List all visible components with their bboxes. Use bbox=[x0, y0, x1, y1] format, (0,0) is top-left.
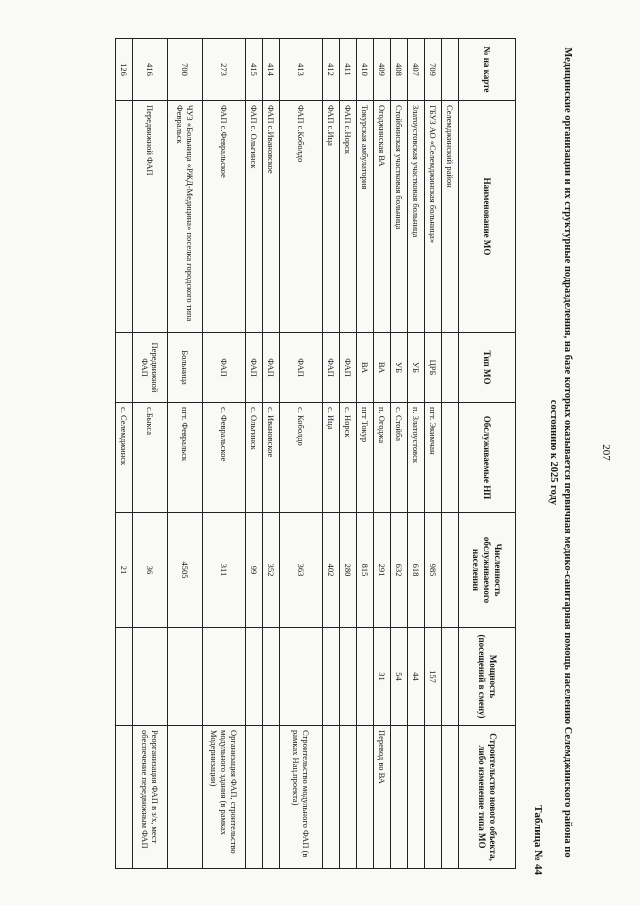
cell-name: Стойбинская участковая больница bbox=[391, 101, 408, 333]
cell-capacity: 157 bbox=[425, 628, 442, 726]
cell-map-no: 407 bbox=[408, 39, 425, 101]
cell-capacity: 44 bbox=[408, 628, 425, 726]
cell-population: 99 bbox=[246, 513, 263, 628]
table-row bbox=[116, 39, 133, 869]
cell-type: ФАП bbox=[203, 333, 246, 403]
cell-type: ФАП bbox=[280, 333, 323, 403]
cell-population: 311 bbox=[203, 513, 246, 628]
cell-population: 402 bbox=[323, 513, 340, 628]
cell-name: ФАП с.Февральское bbox=[203, 101, 246, 333]
cell-population: 618 bbox=[408, 513, 425, 628]
cell-capacity bbox=[357, 628, 374, 726]
cell-population: 36 bbox=[133, 513, 168, 628]
table-row bbox=[168, 39, 203, 869]
cell-settlement: с. Стойба bbox=[391, 403, 408, 513]
cell-capacity bbox=[442, 628, 459, 726]
cell-type: УБ bbox=[391, 333, 408, 403]
cell-settlement: с. Коболдо bbox=[280, 403, 323, 513]
header-settlements: Обслуживаемые НП bbox=[459, 403, 516, 513]
table-row bbox=[408, 39, 425, 869]
cell-name: ФАП с. Ольгинск bbox=[246, 101, 263, 333]
cell-type: Больница bbox=[168, 333, 203, 403]
cell-map-no: 126 bbox=[116, 39, 133, 101]
cell-name: Селемджинский район bbox=[442, 101, 459, 333]
cell-settlement: пгт. Экимчан bbox=[425, 403, 442, 513]
cell-construction: Организация ФАП, строительство модульного здания (в рамках Модернизации) bbox=[203, 726, 246, 869]
cell-population: 363 bbox=[280, 513, 323, 628]
cell-map-no: 411 bbox=[340, 39, 357, 101]
table-row bbox=[340, 39, 357, 869]
cell-map-no: 416 bbox=[133, 39, 168, 101]
cell-population: 985 bbox=[425, 513, 442, 628]
cell-capacity bbox=[168, 628, 203, 726]
cell-construction bbox=[246, 726, 263, 869]
table-body bbox=[116, 39, 459, 869]
header-population: Численность обслуживаемого населения bbox=[459, 513, 516, 628]
cell-settlement: пгт. Февральск bbox=[168, 403, 203, 513]
cell-type: Передвижной ФАП bbox=[133, 333, 168, 403]
cell-name: ГБУЗ АО «Селемджинская больница» bbox=[425, 101, 442, 333]
cell-type: ВА bbox=[374, 333, 391, 403]
table-row bbox=[263, 39, 280, 869]
cell-settlement: с. Селемджинск bbox=[116, 403, 133, 513]
table-row bbox=[374, 39, 391, 869]
cell-capacity bbox=[340, 628, 357, 726]
cell-map-no: 415 bbox=[246, 39, 263, 101]
cell-capacity bbox=[246, 628, 263, 726]
table-row bbox=[133, 39, 168, 869]
cell-map-no: 709 bbox=[425, 39, 442, 101]
cell-type: ЦРБ bbox=[425, 333, 442, 403]
header-name: Наименование МО bbox=[459, 101, 516, 333]
table-row bbox=[280, 39, 323, 869]
cell-construction: Реорганизация ФАП в з/х, мест обеспечение передвижным ФАП bbox=[133, 726, 168, 869]
cell-population: 291 bbox=[374, 513, 391, 628]
cell-map-no: 414 bbox=[263, 39, 280, 101]
cell-construction bbox=[116, 726, 133, 869]
cell-type: ФАП bbox=[323, 333, 340, 403]
cell-map-no: 273 bbox=[203, 39, 246, 101]
cell-population: 21 bbox=[116, 513, 133, 628]
cell-construction bbox=[391, 726, 408, 869]
cell-settlement: пгт Токур bbox=[357, 403, 374, 513]
table-row bbox=[246, 39, 263, 869]
cell-settlement bbox=[442, 403, 459, 513]
cell-construction bbox=[408, 726, 425, 869]
cell-population: 280 bbox=[340, 513, 357, 628]
medical-organizations-table bbox=[115, 38, 516, 869]
cell-construction bbox=[425, 726, 442, 869]
cell-type: ВА bbox=[357, 333, 374, 403]
cell-map-no: 412 bbox=[323, 39, 340, 101]
cell-map-no: 700 bbox=[168, 39, 203, 101]
cell-capacity bbox=[203, 628, 246, 726]
cell-construction bbox=[340, 726, 357, 869]
table-row bbox=[357, 39, 374, 869]
table-header-row bbox=[459, 39, 516, 869]
table-label: Таблица № 44 bbox=[532, 805, 544, 875]
cell-capacity bbox=[133, 628, 168, 726]
table-row bbox=[391, 39, 408, 869]
cell-name: ФАП с.Ица bbox=[323, 101, 340, 333]
cell-map-no bbox=[442, 39, 459, 101]
cell-capacity: 31 bbox=[374, 628, 391, 726]
header-capacity: Мощность (посещений в смену) bbox=[459, 628, 516, 726]
cell-map-no: 410 bbox=[357, 39, 374, 101]
table-row bbox=[203, 39, 246, 869]
cell-settlement: с.Быкса bbox=[133, 403, 168, 513]
cell-capacity bbox=[116, 628, 133, 726]
cell-name: ФАП с.Норск bbox=[340, 101, 357, 333]
cell-settlement: с. Ица bbox=[323, 403, 340, 513]
cell-settlement: с. Февральское bbox=[203, 403, 246, 513]
header-map-no: № на карте bbox=[459, 39, 516, 101]
cell-name: ЧУЗ «Больница «РЖД-Медицина» поселка городского типа Февральск bbox=[168, 101, 203, 333]
cell-settlement: п. Огоджа bbox=[374, 403, 391, 513]
cell-name: Златоустовская участковая больница bbox=[408, 101, 425, 333]
page-number: 207 bbox=[600, 444, 612, 461]
cell-construction: Строительство модульного ФАП (в рамках Нац.проекта) bbox=[280, 726, 323, 869]
cell-population: 352 bbox=[263, 513, 280, 628]
table-caption: Медицинские организации и их структурные подразделения, на базе которых оказывается первичная медико-санитарная помощь населению Селемджинского района по состоянию к 2025 году bbox=[548, 47, 573, 858]
cell-population: 815 bbox=[357, 513, 374, 628]
cell-name bbox=[116, 101, 133, 333]
cell-name: Огоджинская ВА bbox=[374, 101, 391, 333]
cell-type bbox=[442, 333, 459, 403]
cell-capacity bbox=[323, 628, 340, 726]
cell-capacity bbox=[280, 628, 323, 726]
table-row bbox=[425, 39, 442, 869]
cell-name: ФАП с.Коболдо bbox=[280, 101, 323, 333]
cell-name: Токурская амбулатория bbox=[357, 101, 374, 333]
cell-type: УБ bbox=[408, 333, 425, 403]
cell-construction bbox=[168, 726, 203, 869]
cell-capacity: 54 bbox=[391, 628, 408, 726]
cell-map-no: 408 bbox=[391, 39, 408, 101]
cell-type bbox=[116, 333, 133, 403]
cell-settlement: с. Ольгинск bbox=[246, 403, 263, 513]
cell-population: 632 bbox=[391, 513, 408, 628]
cell-type: ФАП bbox=[246, 333, 263, 403]
cell-name: Передвижной ФАП bbox=[133, 101, 168, 333]
cell-construction: Перевод во ВА bbox=[374, 726, 391, 869]
table-row bbox=[323, 39, 340, 869]
cell-settlement: п. Златоустовск bbox=[408, 403, 425, 513]
cell-population bbox=[442, 513, 459, 628]
table-row bbox=[442, 39, 459, 869]
cell-name: ФАП с.Ивановское bbox=[263, 101, 280, 333]
cell-settlement: с. Норск bbox=[340, 403, 357, 513]
cell-map-no: 409 bbox=[374, 39, 391, 101]
cell-settlement: с. Ивановское bbox=[263, 403, 280, 513]
cell-type: ФАП bbox=[340, 333, 357, 403]
cell-construction bbox=[357, 726, 374, 869]
cell-capacity bbox=[263, 628, 280, 726]
cell-construction bbox=[323, 726, 340, 869]
cell-construction bbox=[263, 726, 280, 869]
header-type: Тип МО bbox=[459, 333, 516, 403]
cell-map-no: 413 bbox=[280, 39, 323, 101]
cell-construction bbox=[442, 726, 459, 869]
cell-population: 4505 bbox=[168, 513, 203, 628]
header-construction: Строительство нового объекта, либо изменение типа МО bbox=[459, 726, 516, 869]
cell-type: ФАП bbox=[263, 333, 280, 403]
